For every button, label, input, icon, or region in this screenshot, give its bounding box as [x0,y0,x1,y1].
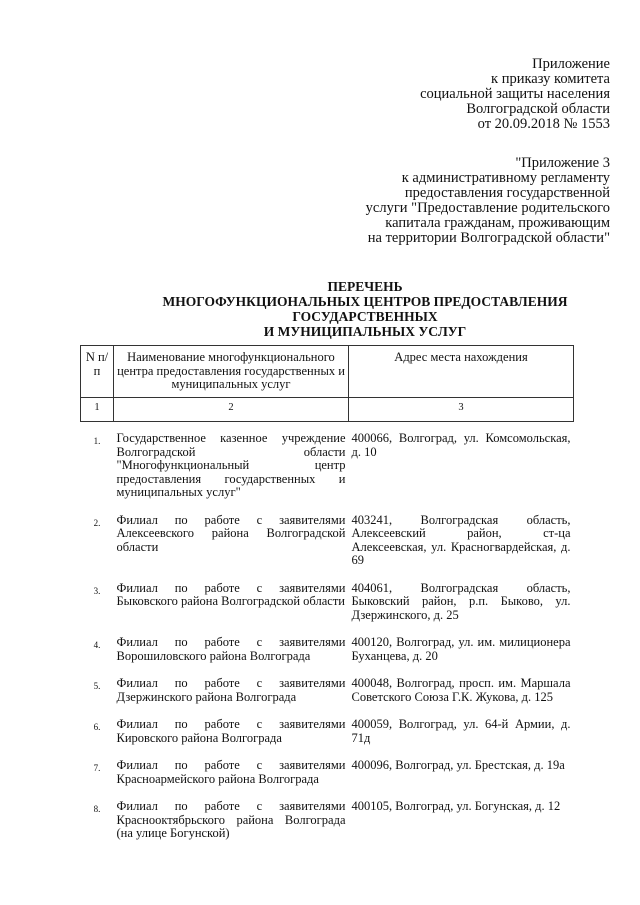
row-name: Филиал по работе с заявителями Краснооктябрьского района Волгограда (на улице Богунской) [116,799,346,840]
table-row [81,582,574,623]
regulation-annex-line: "Приложение 3 [515,155,610,171]
mfc-table [80,345,574,841]
row-number: 5. [93,681,101,691]
title-line: ГОСУДАРСТВЕННЫХ [292,309,438,324]
row-address: 400048, Волгоград, просп. им. Маршала Советского Союза Г.К. Жукова, д. 125 [351,676,571,704]
row-name: Филиал по работе с заявителями Дзержинского района Волгограда [116,676,346,704]
row-address: 400066, Волгоград, ул. Комсомольская, д. 10 [351,431,571,459]
row-number: 4. [93,640,101,650]
table-row [81,677,574,704]
regulation-annex-line: предоставления государственной [404,185,610,201]
row-name: Филиал по работе с заявителями Красноармейского района Волгограда [116,758,346,786]
row-address: 404061, Волгоградская область, Быковский район, р.п. Быково, ул. Дзержинского, д. 25 [351,580,571,622]
row-number: 8. [93,804,101,814]
row-name: Филиал по работе с заявителями Быковского района Волгоградской области [116,580,346,608]
header-name: Наименование многофункционального центра предоставления государственных и муниципальных услуг [114,346,349,398]
regulation-annex-line: к административному регламенту [401,170,610,186]
row-number: 7. [93,763,101,773]
row-name: Филиал по работе с заявителями Ворошиловского района Волгограда [116,635,346,663]
title-line: ПЕРЕЧЕНЬ [327,279,403,294]
regulation-annex-line: услуги "Предоставление родительского [365,200,610,216]
table-header-row [81,346,574,398]
column-number-row [81,397,574,422]
row-address: 400096, Волгоград, ул. Брестская, д. 19а [351,758,565,772]
order-annex-line: Волгоградской области [466,101,610,117]
row-address: 403241, Волгоградская область, Алексеевский район, ст-ца Алексеевская, ул. Красногвардейская, д. 69 [351,512,571,567]
table-row [81,514,574,568]
regulation-annex-block [366,156,610,246]
table-row [81,718,574,745]
header-num: N п/п [81,346,114,398]
order-annex-line: Приложение [532,56,610,72]
table-row [81,422,574,500]
title-line: И МУНИЦИПАЛЬНЫХ УСЛУГ [263,324,467,339]
row-name: Государственное казенное учреждение Волгоградской области "Многофункциональный центр предоставления государственных и муниципальных услуг" [116,431,346,499]
order-annex-block [420,57,610,132]
row-name: Филиал по работе с заявителями Алексеевского района Волгоградской области [116,512,346,554]
column-number: 3 [349,397,574,422]
header-address: Адрес места нахождения [349,346,574,398]
row-number: 1. [93,436,101,446]
row-address: 400059, Волгоград, ул. 64-й Армии, д. 71д [351,717,571,745]
regulation-annex-line: капитала гражданам, проживающим [385,215,610,231]
row-name: Филиал по работе с заявителями Кировского района Волгограда [116,717,346,745]
column-number: 1 [81,397,114,422]
table-row [81,759,574,786]
row-number: 3. [93,585,101,596]
order-annex-line: от 20.09.2018 № 1553 [477,116,610,132]
row-address: 400105, Волгоград, ул. Богунская, д. 12 [351,799,561,813]
row-number: 2. [93,517,101,528]
row-number: 6. [93,722,101,732]
column-number: 2 [114,397,349,422]
document-title [0,279,640,339]
order-annex-line: социальной защиты населения [420,86,610,102]
order-annex-line: к приказу комитета [491,71,610,87]
regulation-annex-line: на территории Волгоградской области" [367,230,610,246]
row-address: 400120, Волгоград, ул. им. милиционера Буханцева, д. 20 [351,635,571,663]
table-row [81,800,574,841]
title-line: МНОГОФУНКЦИОНАЛЬНЫХ ЦЕНТРОВ ПРЕДОСТАВЛЕНИЯ [162,294,568,309]
table-row [81,636,574,663]
